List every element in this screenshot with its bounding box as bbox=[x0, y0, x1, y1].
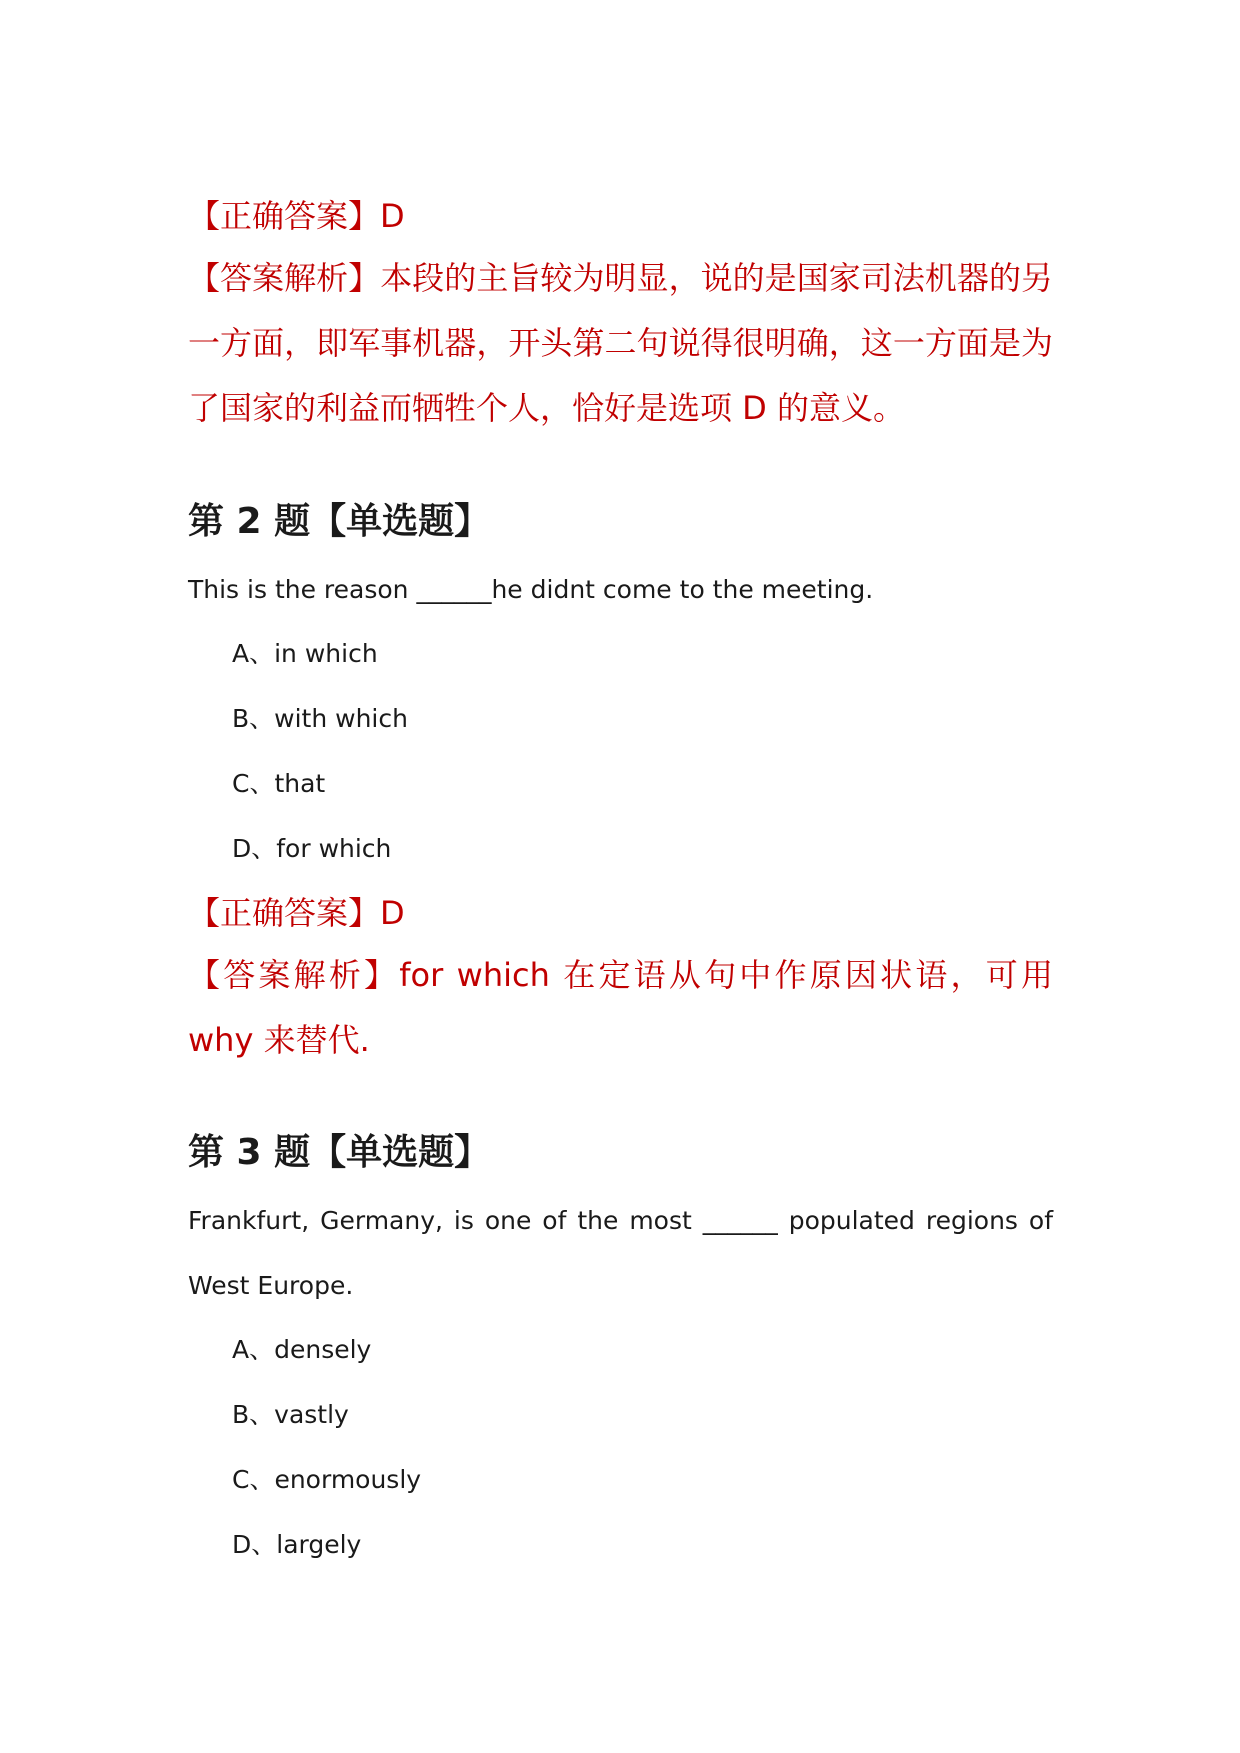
question-2-stem: This is the reason ______he didnt come to the meeting. bbox=[188, 575, 874, 604]
correct-answer-value: D bbox=[380, 197, 405, 235]
question-2-option-d: D、for which bbox=[232, 834, 392, 863]
question-2-analysis-text: for which 在定语从句中作原因状语，可用 why 来替代. bbox=[188, 956, 1053, 1059]
question-2-option-a: A、in which bbox=[232, 639, 378, 668]
question-2-option-b: B、with which bbox=[232, 704, 408, 733]
question-3-title: 第 3 题【单选题】 bbox=[188, 1132, 491, 1173]
correct-answer bbox=[188, 196, 1053, 236]
question-3-option-d: D、largely bbox=[232, 1530, 362, 1559]
question-3-option-c: C、enormously bbox=[232, 1465, 422, 1494]
question-2-correct-answer-label: 【正确答案】 bbox=[188, 894, 381, 932]
question-3-option-a: A、densely bbox=[232, 1335, 372, 1364]
answer-analysis bbox=[188, 246, 1053, 441]
question-2-correct-answer-value: D bbox=[380, 894, 405, 932]
question-2-analysis bbox=[188, 943, 1053, 1073]
answer-analysis-label: 【答案解析】 bbox=[188, 259, 381, 297]
question-2-option-c: C、that bbox=[232, 769, 326, 798]
answer-analysis-text: 本段的主旨较为明显，说的是国家司法机器的另一方面，即军事机器，开头第二句说得很明确，这一方面是为了国家的利益而牺牲个人，恰好是选项 D 的意义。 bbox=[188, 259, 1053, 427]
question-3-stem: Frankfurt, Germany, is one of the most ______ populated regions of West Europe. bbox=[188, 1206, 1053, 1300]
question-3-option-b: B、vastly bbox=[232, 1400, 349, 1429]
question-2-analysis-label: 【答案解析】 bbox=[188, 956, 400, 994]
question-2-correct-answer bbox=[188, 893, 1053, 933]
question-2-title: 第 2 题【单选题】 bbox=[188, 501, 491, 542]
correct-answer-label: 【正确答案】 bbox=[188, 197, 381, 235]
